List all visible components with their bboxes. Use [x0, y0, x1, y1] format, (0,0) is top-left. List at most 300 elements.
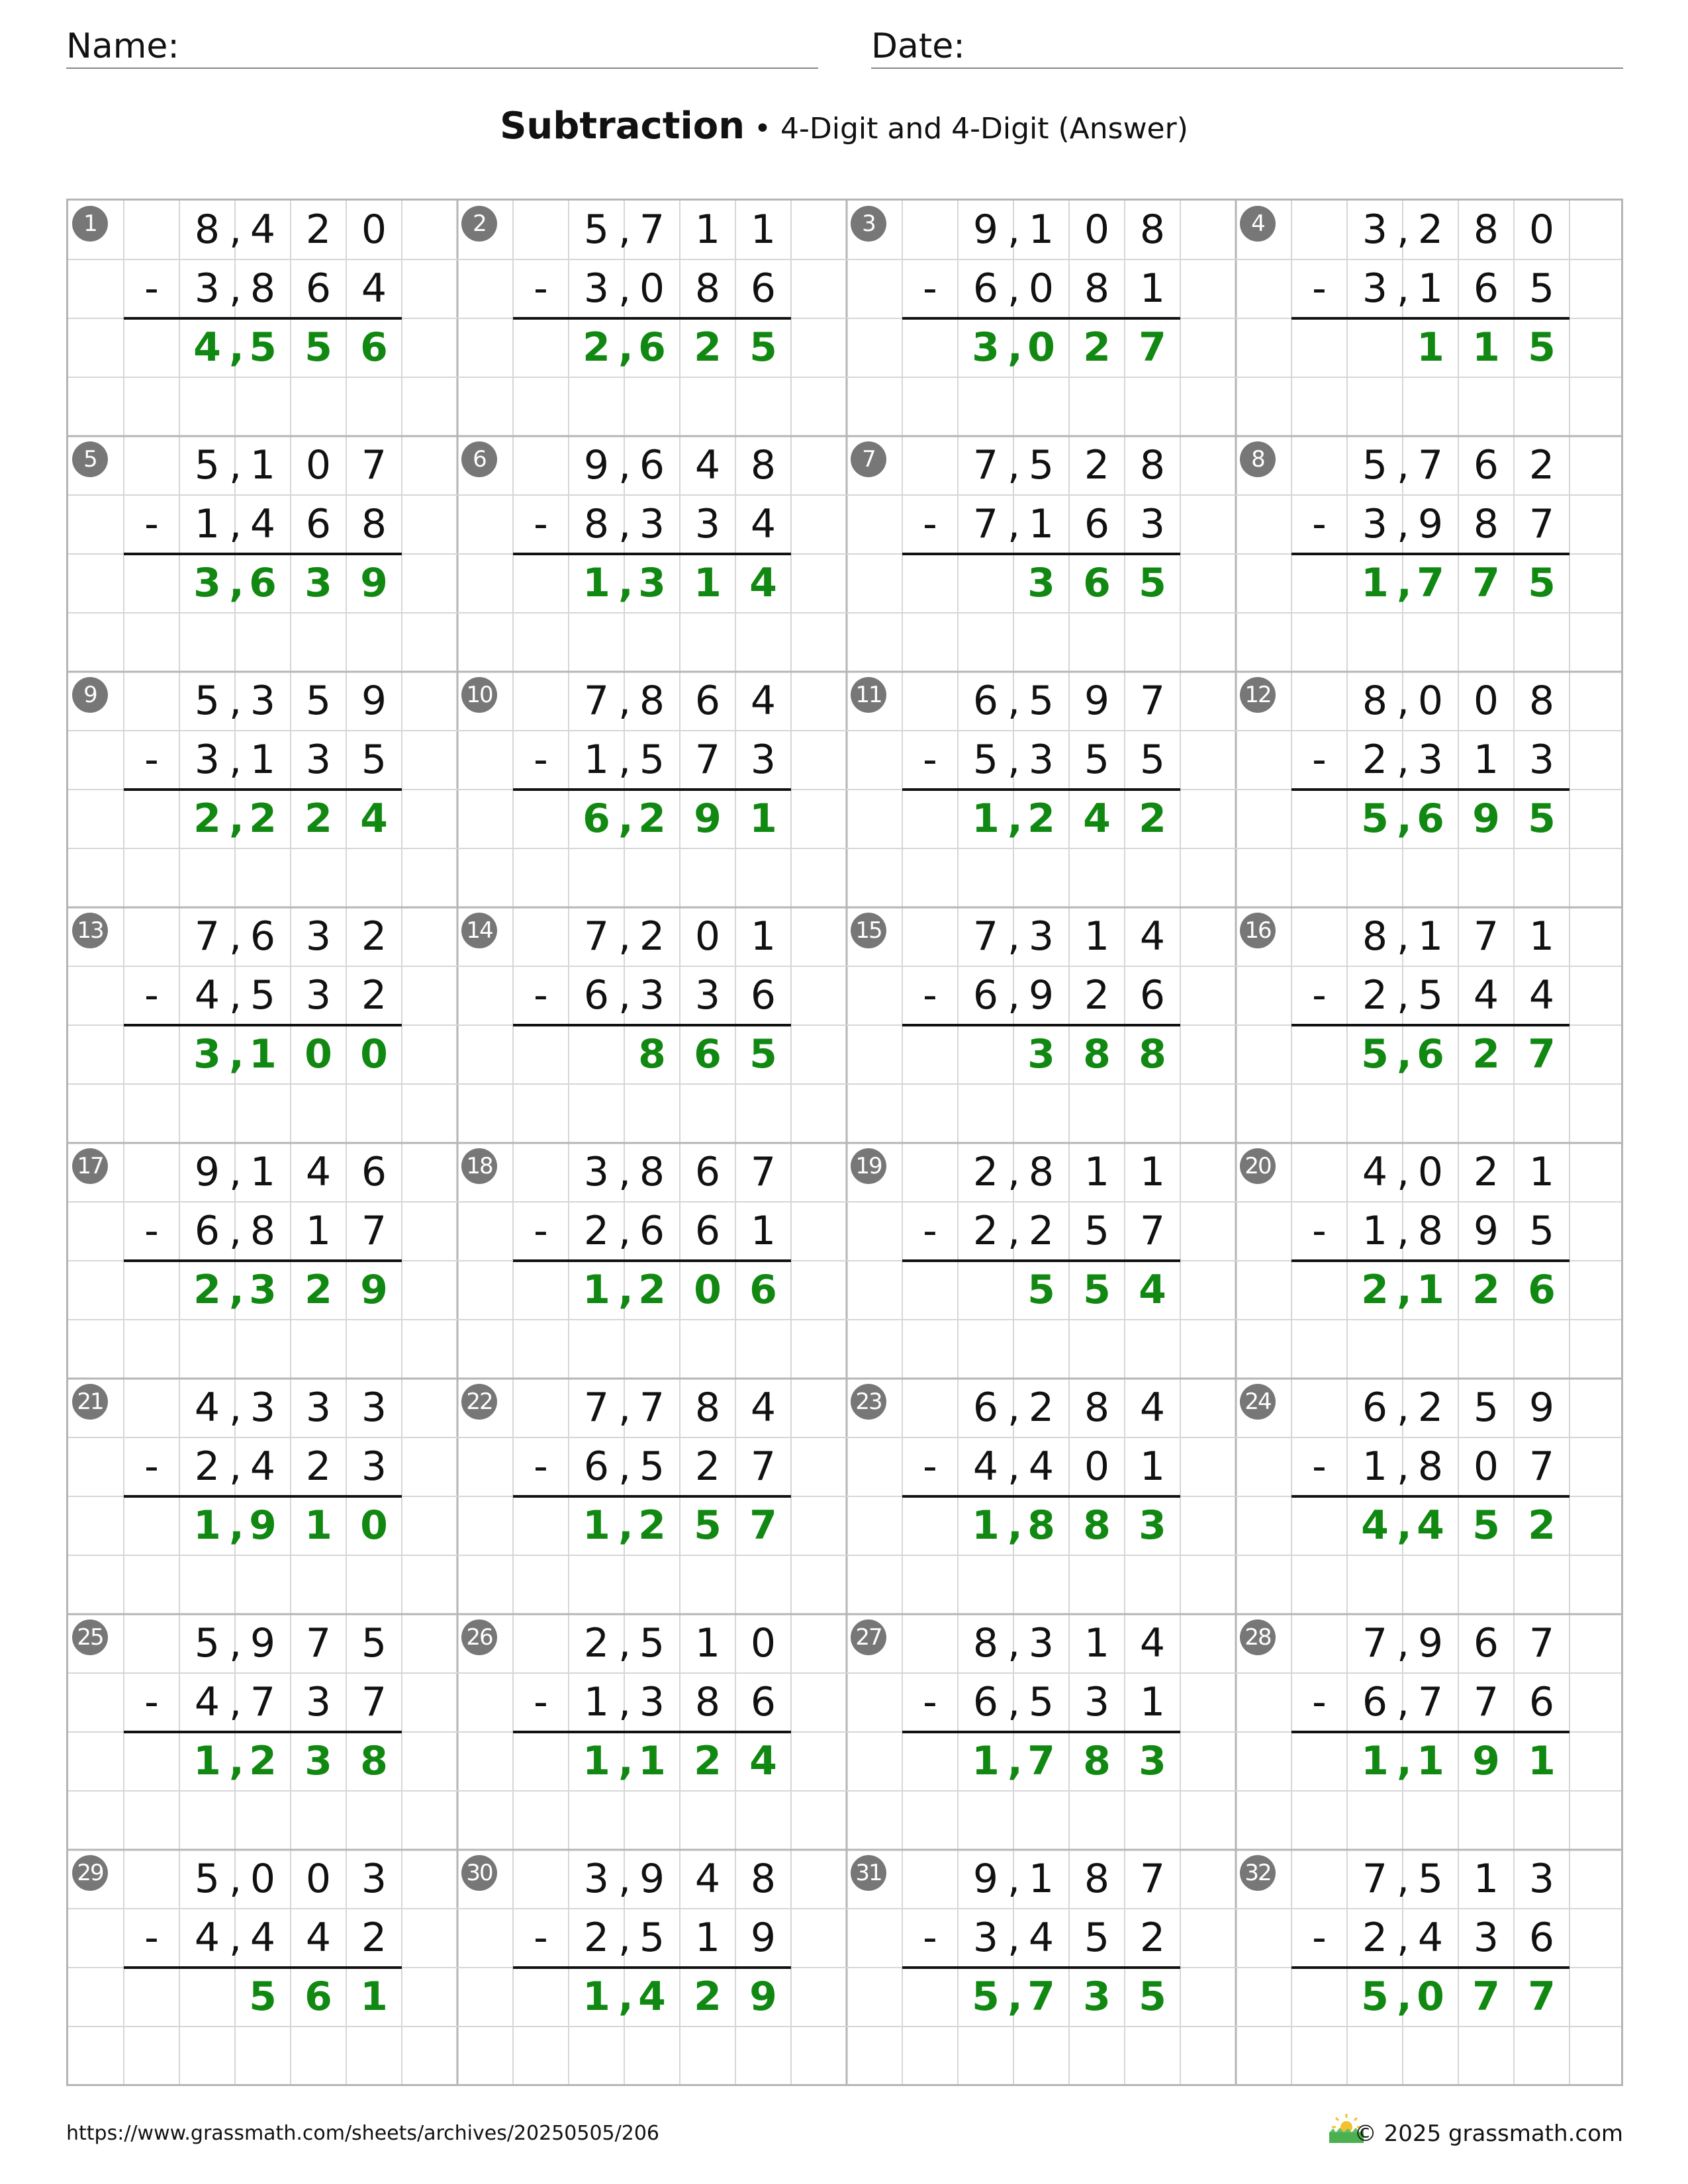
answer-digit: 5 [249, 324, 277, 371]
minus-sign: - [1312, 1679, 1327, 1725]
problem-number-badge: 5 [72, 441, 108, 477]
answer-rule [124, 553, 402, 555]
minus-sign: - [923, 737, 937, 783]
minuend-digit: 1 [1528, 913, 1555, 960]
subtrahend-digit: 3 [1028, 737, 1055, 783]
answer-digit: 6 [694, 1031, 722, 1077]
answer-comma: , [1008, 324, 1023, 371]
name-field[interactable] [66, 26, 818, 66]
subtrahend-digit: 6 [1528, 1915, 1555, 1961]
minus-sign: - [144, 501, 159, 547]
answer-digit: 2 [694, 1738, 722, 1784]
subtrahend-digit: 3 [1084, 1679, 1110, 1725]
answer-digit: 4 [749, 1738, 777, 1784]
worksheet-title [0, 105, 1688, 148]
subtrahend-digit: 2 [1139, 1915, 1166, 1961]
subtrahend-digit: 2 [972, 1208, 999, 1254]
minus-sign: - [923, 1208, 937, 1254]
subtrahend-digit: 6 [694, 1208, 721, 1254]
minuend-comma: , [1397, 1385, 1410, 1431]
subtrahend-digit: 1 [1139, 1443, 1166, 1490]
subtrahend-digit: 7 [1417, 1679, 1444, 1725]
answer-digit: 5 [1528, 796, 1556, 842]
answer-digit: 5 [694, 1502, 722, 1549]
subtrahend-digit: 7 [250, 1679, 276, 1725]
answer-rule [513, 1495, 791, 1498]
minuend-digit: 8 [194, 206, 220, 253]
minuend-digit: 3 [1028, 1620, 1055, 1666]
minuend-digit: 1 [694, 206, 721, 253]
minuend-digit: 9 [194, 1149, 220, 1195]
minuend-digit: 1 [1417, 913, 1444, 960]
answer-comma: , [1397, 1031, 1412, 1077]
subtrahend-digit: 6 [1084, 501, 1110, 547]
answer-rule [1291, 788, 1570, 791]
answer-digit: 1 [1361, 560, 1389, 606]
subtrahend-digit: 9 [1028, 972, 1055, 1019]
subtrahend-digit: 7 [1139, 1208, 1166, 1254]
answer-rule [902, 788, 1180, 791]
minuend-comma: , [229, 1385, 242, 1431]
subtrahend-comma: , [1008, 1443, 1021, 1490]
answer-comma: , [1397, 1974, 1412, 2020]
answer-digit: 5 [1361, 1031, 1389, 1077]
answer-digit: 4 [360, 796, 388, 842]
problem-number-badge: 23 [851, 1384, 886, 1420]
subtrahend-digit: 2 [1362, 737, 1388, 783]
minuend-digit: 3 [583, 1856, 610, 1902]
answer-digit: 3 [1139, 1738, 1166, 1784]
answer-digit: 2 [1083, 324, 1111, 371]
answer-digit: 2 [1027, 796, 1055, 842]
subtrahend-digit: 1 [194, 501, 220, 547]
answer-digit: 5 [1361, 1974, 1389, 2020]
answer-rule [1291, 1495, 1570, 1498]
answer-rule [1291, 1024, 1570, 1026]
answer-digit: 2 [1361, 1267, 1389, 1313]
problem-number-badge: 4 [1240, 206, 1276, 242]
subtrahend-digit: 8 [250, 265, 276, 312]
answer-digit: 3 [249, 1267, 277, 1313]
answer-digit: 4 [193, 324, 221, 371]
subtrahend-digit: 4 [1528, 972, 1555, 1019]
answer-digit: 8 [638, 1031, 666, 1077]
subtrahend-digit: 3 [1139, 501, 1166, 547]
minuend-digit: 7 [972, 442, 999, 488]
subtrahend-digit: 4 [250, 1443, 276, 1490]
subtrahend-digit: 2 [1362, 972, 1388, 1019]
answer-digit: 3 [1027, 560, 1055, 606]
minuend-digit: 2 [305, 206, 332, 253]
problem-number-badge: 12 [1240, 677, 1276, 713]
answer-comma: , [229, 1502, 244, 1549]
subtrahend-comma: , [1397, 265, 1410, 312]
minuend-digit: 2 [972, 1149, 999, 1195]
answer-digit: 1 [249, 1031, 277, 1077]
answer-digit: 1 [749, 796, 777, 842]
minus-sign: - [534, 972, 548, 1019]
subtrahend-digit: 3 [1473, 1915, 1499, 1961]
subtrahend-comma: , [1008, 1208, 1021, 1254]
minuend-digit: 2 [1084, 442, 1110, 488]
subtrahend-digit: 6 [1362, 1679, 1388, 1725]
minus-sign: - [1312, 737, 1327, 783]
answer-digit: 7 [1472, 1974, 1500, 2020]
minuend-digit: 8 [639, 1149, 665, 1195]
answer-rule [513, 1966, 791, 1969]
answer-digit: 5 [1083, 1267, 1111, 1313]
subtrahend-digit: 6 [583, 1443, 610, 1490]
minuend-digit: 4 [1139, 1385, 1166, 1431]
minuend-digit: 5 [1028, 442, 1055, 488]
answer-rule [513, 1024, 791, 1026]
minuend-digit: 2 [1473, 1149, 1499, 1195]
minuend-comma: , [618, 1620, 632, 1666]
minuend-comma: , [1008, 442, 1021, 488]
answer-digit: 5 [1472, 1502, 1500, 1549]
minuend-digit: 0 [361, 206, 387, 253]
answer-comma: , [1008, 796, 1023, 842]
minuend-digit: 8 [1362, 678, 1388, 724]
subtrahend-comma: , [1397, 972, 1410, 1019]
answer-digit: 1 [638, 1738, 666, 1784]
subtrahend-digit: 4 [1028, 1443, 1055, 1490]
minuend-digit: 1 [250, 442, 276, 488]
answer-rule [902, 1024, 1180, 1026]
name-line [66, 68, 818, 69]
subtrahend-digit: 6 [583, 972, 610, 1019]
minus-sign: - [534, 1915, 548, 1961]
answer-digit: 1 [1528, 1738, 1556, 1784]
answer-rule [513, 1259, 791, 1262]
minuend-digit: 6 [1473, 1620, 1499, 1666]
subtrahend-digit: 5 [1084, 1208, 1110, 1254]
minuend-comma: , [1008, 1385, 1021, 1431]
answer-comma: , [618, 796, 633, 842]
answer-digit: 7 [1139, 324, 1166, 371]
answer-rule [513, 788, 791, 791]
subtrahend-digit: 3 [361, 1443, 387, 1490]
subtrahend-digit: 4 [972, 1443, 999, 1490]
subtrahend-digit: 6 [1139, 972, 1166, 1019]
answer-digit: 1 [1417, 1267, 1444, 1313]
answer-digit: 3 [972, 324, 1000, 371]
subtrahend-comma: , [618, 737, 632, 783]
subtrahend-comma: , [229, 737, 242, 783]
answer-rule [513, 1731, 791, 1733]
answer-digit: 6 [749, 1267, 777, 1313]
subtrahend-digit: 4 [194, 1915, 220, 1961]
date-field[interactable] [871, 26, 1623, 66]
subtrahend-digit: 4 [1417, 1915, 1444, 1961]
minus-sign: - [923, 972, 937, 1019]
minuend-digit: 3 [250, 678, 276, 724]
problem-number-badge: 27 [851, 1619, 886, 1655]
title-subtitle: • 4-Digit and 4-Digit (Answer) [745, 112, 1188, 146]
minuend-digit: 8 [972, 1620, 999, 1666]
subtrahend-digit: 6 [305, 501, 332, 547]
subtrahend-digit: 4 [1028, 1915, 1055, 1961]
minuend-digit: 5 [1417, 1856, 1444, 1902]
minuend-digit: 1 [1139, 1149, 1166, 1195]
answer-digit: 7 [1417, 560, 1444, 606]
minuend-comma: , [1397, 442, 1410, 488]
answer-comma: , [1397, 796, 1412, 842]
minuend-digit: 7 [583, 1385, 610, 1431]
subtrahend-digit: 3 [305, 737, 332, 783]
minuend-digit: 1 [1028, 1856, 1055, 1902]
minuend-digit: 2 [639, 913, 665, 960]
answer-rule [124, 1024, 402, 1026]
answer-comma: , [1397, 1267, 1412, 1313]
subtrahend-comma: , [229, 972, 242, 1019]
minuend-digit: 8 [750, 1856, 776, 1902]
minuend-digit: 1 [1028, 206, 1055, 253]
answer-digit: 2 [1139, 796, 1166, 842]
minuend-digit: 7 [1139, 678, 1166, 724]
subtrahend-digit: 6 [750, 972, 776, 1019]
footer-copyright: © 2025 grassmath.com [1354, 2120, 1623, 2147]
minuend-digit: 9 [583, 442, 610, 488]
answer-comma: , [618, 1738, 633, 1784]
minuend-comma: , [618, 442, 632, 488]
minuend-digit: 5 [194, 442, 220, 488]
answer-digit: 0 [1417, 1974, 1444, 2020]
problem-number-badge: 2 [461, 206, 497, 242]
minuend-digit: 4 [1362, 1149, 1388, 1195]
problem-number-badge: 26 [461, 1619, 497, 1655]
minuend-digit: 4 [305, 1149, 332, 1195]
problem-number-badge: 21 [72, 1384, 108, 1420]
subtrahend-digit: 5 [1528, 1208, 1555, 1254]
minuend-digit: 7 [194, 913, 220, 960]
minuend-digit: 9 [972, 1856, 999, 1902]
subtrahend-digit: 4 [361, 265, 387, 312]
answer-digit: 8 [1083, 1031, 1111, 1077]
subtrahend-digit: 9 [750, 1915, 776, 1961]
minuend-comma: , [618, 913, 632, 960]
answer-digit: 6 [1417, 1031, 1444, 1077]
answer-rule [1291, 1966, 1570, 1969]
answer-comma: , [618, 1974, 633, 2020]
minuend-digit: 3 [250, 1385, 276, 1431]
subtrahend-digit: 1 [305, 1208, 332, 1254]
subtrahend-digit: 5 [972, 737, 999, 783]
answer-rule [1291, 317, 1570, 320]
minuend-comma: , [1397, 1149, 1410, 1195]
minuend-comma: , [618, 206, 632, 253]
minuend-comma: , [1008, 678, 1021, 724]
subtrahend-digit: 6 [194, 1208, 220, 1254]
minuend-digit: 2 [1417, 206, 1444, 253]
minuend-digit: 7 [305, 1620, 332, 1666]
subtrahend-digit: 6 [750, 265, 776, 312]
answer-rule [124, 1259, 402, 1262]
answer-digit: 2 [694, 1974, 722, 2020]
subtrahend-comma: , [1008, 265, 1021, 312]
answer-digit: 3 [1139, 1502, 1166, 1549]
answer-comma: , [1008, 1974, 1023, 2020]
minuend-digit: 1 [250, 1149, 276, 1195]
minuend-digit: 0 [305, 442, 332, 488]
answer-digit: 5 [1027, 1267, 1055, 1313]
subtrahend-digit: 1 [750, 1208, 776, 1254]
subtrahend-digit: 1 [1417, 265, 1444, 312]
answer-digit: 0 [360, 1502, 388, 1549]
answer-digit: 5 [249, 1974, 277, 2020]
subtrahend-digit: 5 [1139, 737, 1166, 783]
subtrahend-digit: 3 [639, 501, 665, 547]
answer-digit: 3 [305, 560, 332, 606]
subtrahend-comma: , [1008, 737, 1021, 783]
subtrahend-digit: 6 [1528, 1679, 1555, 1725]
answer-digit: 2 [305, 796, 332, 842]
subtrahend-digit: 2 [583, 1915, 610, 1961]
minuend-comma: , [618, 1385, 632, 1431]
answer-digit: 8 [1139, 1031, 1166, 1077]
minuend-digit: 4 [694, 1856, 721, 1902]
minuend-digit: 0 [1473, 678, 1499, 724]
subtrahend-digit: 3 [694, 501, 721, 547]
minus-sign: - [534, 1443, 548, 1490]
minuend-digit: 8 [1084, 1385, 1110, 1431]
minus-sign: - [144, 1915, 159, 1961]
minus-sign: - [1312, 1915, 1327, 1961]
subtrahend-digit: 3 [1362, 265, 1388, 312]
minuend-digit: 0 [250, 1856, 276, 1902]
minuend-digit: 7 [972, 913, 999, 960]
problem-number-badge: 6 [461, 441, 497, 477]
answer-digit: 1 [193, 1738, 221, 1784]
subtrahend-digit: 7 [972, 501, 999, 547]
minuend-digit: 3 [1528, 1856, 1555, 1902]
minuend-digit: 0 [1417, 1149, 1444, 1195]
subtrahend-comma: , [618, 1443, 632, 1490]
minuend-digit: 6 [694, 1149, 721, 1195]
subtrahend-digit: 4 [194, 972, 220, 1019]
minuend-digit: 6 [694, 678, 721, 724]
answer-digit: 3 [638, 560, 666, 606]
answer-rule [1291, 553, 1570, 555]
date-line [871, 68, 1623, 69]
subtrahend-digit: 1 [1139, 1679, 1166, 1725]
answer-digit: 2 [638, 796, 666, 842]
minuend-digit: 6 [972, 1385, 999, 1431]
subtrahend-digit: 2 [583, 1208, 610, 1254]
subtrahend-comma: , [618, 1915, 632, 1961]
answer-digit: 0 [1027, 324, 1055, 371]
subtrahend-comma: , [229, 265, 242, 312]
title-main: Subtraction [500, 105, 745, 148]
answer-digit: 2 [249, 796, 277, 842]
minuend-digit: 8 [1139, 442, 1166, 488]
subtrahend-digit: 4 [305, 1915, 332, 1961]
subtrahend-digit: 0 [1028, 265, 1055, 312]
subtrahend-digit: 5 [250, 972, 276, 1019]
answer-digit: 2 [694, 324, 722, 371]
subtrahend-digit: 0 [1084, 1443, 1110, 1490]
subtrahend-digit: 8 [1417, 1443, 1444, 1490]
minuend-digit: 4 [1139, 1620, 1166, 1666]
subtrahend-digit: 1 [1473, 737, 1499, 783]
subtrahend-digit: 5 [639, 1915, 665, 1961]
subtrahend-comma: , [618, 972, 632, 1019]
minuend-comma: , [1397, 1856, 1410, 1902]
answer-digit: 8 [360, 1738, 388, 1784]
answer-rule [513, 553, 791, 555]
answer-rule [124, 788, 402, 791]
answer-digit: 9 [1472, 796, 1500, 842]
minuend-digit: 9 [639, 1856, 665, 1902]
minuend-digit: 8 [1084, 1856, 1110, 1902]
minuend-comma: , [618, 1856, 632, 1902]
answer-digit: 1 [1417, 324, 1444, 371]
subtrahend-digit: 1 [1028, 501, 1055, 547]
minuend-digit: 6 [250, 913, 276, 960]
subtrahend-digit: 8 [1084, 265, 1110, 312]
minus-sign: - [144, 265, 159, 312]
answer-digit: 4 [1417, 1502, 1444, 1549]
minuend-digit: 5 [1028, 678, 1055, 724]
minuend-digit: 4 [694, 442, 721, 488]
answer-comma: , [229, 324, 244, 371]
minuend-digit: 2 [583, 1620, 610, 1666]
answer-digit: 7 [1027, 1738, 1055, 1784]
subtrahend-comma: , [618, 1208, 632, 1254]
answer-digit: 1 [694, 560, 722, 606]
subtrahend-digit: 1 [583, 1679, 610, 1725]
subtrahend-digit: 9 [1417, 501, 1444, 547]
subtrahend-digit: 2 [361, 1915, 387, 1961]
minuend-comma: , [229, 206, 242, 253]
minuend-digit: 8 [1362, 913, 1388, 960]
minuend-digit: 0 [1528, 206, 1555, 253]
minus-sign: - [923, 1915, 937, 1961]
answer-comma: , [1397, 1738, 1412, 1784]
minuend-digit: 5 [194, 1856, 220, 1902]
answer-digit: 0 [305, 1031, 332, 1077]
subtrahend-comma: , [229, 1208, 242, 1254]
minus-sign: - [923, 501, 937, 547]
subtrahend-digit: 4 [194, 1679, 220, 1725]
problem-number-badge: 17 [72, 1148, 108, 1184]
minuend-digit: 8 [1139, 206, 1166, 253]
answer-digit: 2 [638, 1502, 666, 1549]
subtrahend-comma: , [229, 1915, 242, 1961]
subtrahend-digit: 4 [250, 501, 276, 547]
subtrahend-comma: , [229, 1443, 242, 1490]
minuend-digit: 1 [1084, 1149, 1110, 1195]
problem-number-badge: 13 [72, 913, 108, 948]
answer-digit: 3 [193, 1031, 221, 1077]
problem-number-badge: 16 [1240, 913, 1276, 948]
answer-digit: 4 [638, 1974, 666, 2020]
subtrahend-comma: , [1008, 1679, 1021, 1725]
minuend-digit: 3 [361, 1856, 387, 1902]
subtrahend-digit: 0 [1473, 1443, 1499, 1490]
subtrahend-digit: 7 [1528, 1443, 1555, 1490]
answer-digit: 0 [360, 1031, 388, 1077]
subtrahend-comma: , [1008, 972, 1021, 1019]
minuend-digit: 0 [305, 1856, 332, 1902]
minuend-comma: , [618, 678, 632, 724]
answer-digit: 9 [694, 796, 722, 842]
subtrahend-digit: 4 [750, 501, 776, 547]
subtrahend-digit: 5 [361, 737, 387, 783]
answer-rule [902, 553, 1180, 555]
minus-sign: - [1312, 1443, 1327, 1490]
minus-sign: - [144, 1679, 159, 1725]
